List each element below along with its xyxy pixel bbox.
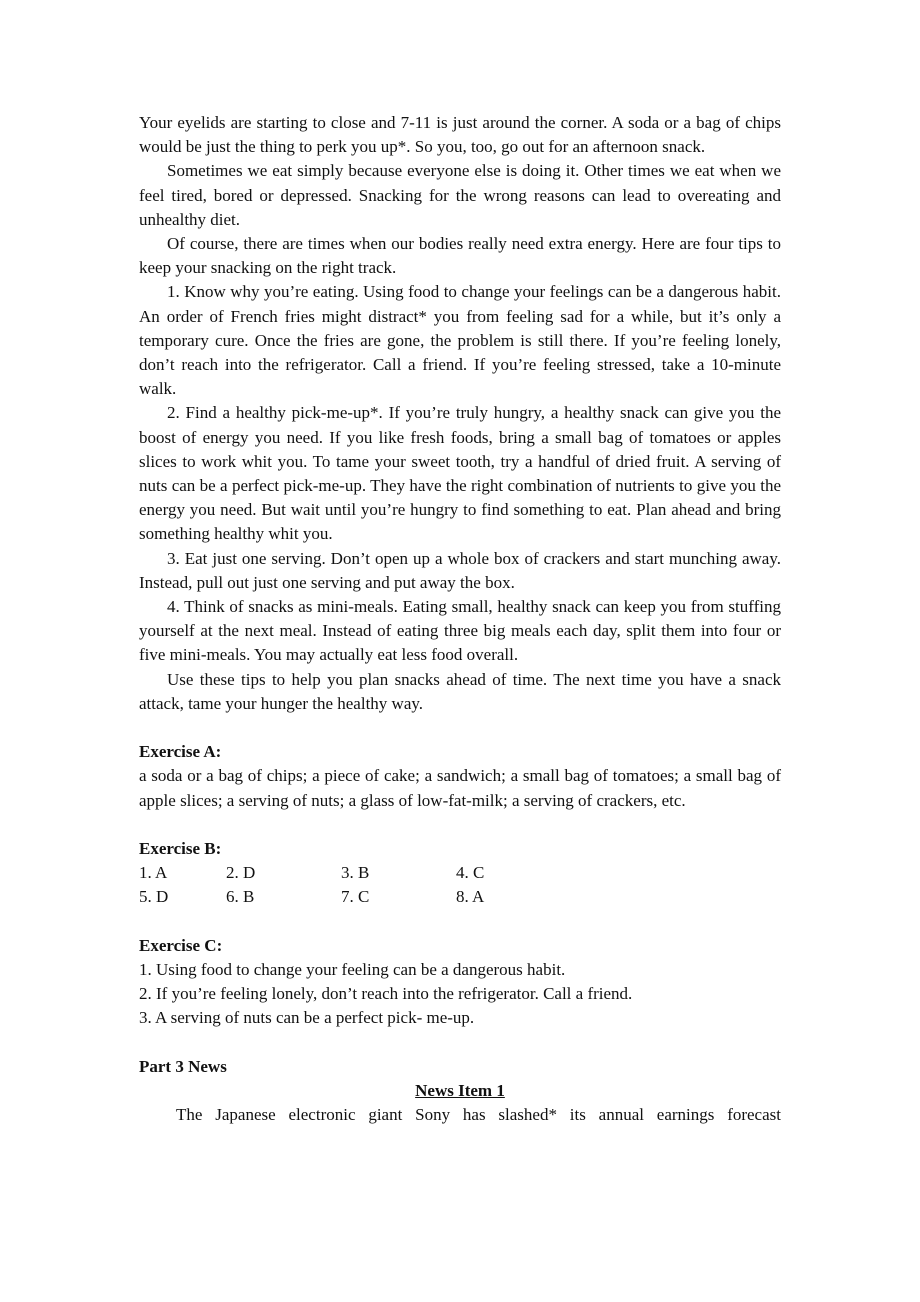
- answer-item: 4. C: [456, 863, 485, 883]
- spacer: [139, 910, 781, 934]
- part-3-heading: Part 3 News: [139, 1056, 227, 1076]
- exercise-a-heading: Exercise A:: [139, 742, 222, 762]
- exercise-b-answers: [139, 861, 781, 909]
- tip-paragraph: 3. Eat just one serving. Don’t open up a whole box of crackers and start munching away. Instead, pull out just one serving and put away the box.: [139, 548, 781, 592]
- answer-item: 1. A: [139, 863, 168, 883]
- intro-paragraph: Your eyelids are starting to close and 7-11 is just around the corner. A soda or a bag of chips would be just the thing to perk you up*. So you, too, go out for an afternoon snack.: [139, 113, 781, 157]
- answer-item: 8. A: [456, 887, 485, 907]
- news-paragraph: The Japanese electronic giant Sony has slashed* its annual earnings forecast: [176, 1105, 781, 1125]
- tip-paragraph: 1. Know why you’re eating. Using food to change your feelings can be a dangerous habit. An order of French fries might distract* you from feeling sad for a while, but it’s only a temporary cure. Once the fries are gone, the problem is still there. If you’re feeling lonely, don’t reach into the refrigerator. Call a friend. If you’re feeling stressed, take a 10-minute walk.: [139, 282, 781, 399]
- news-item-title: News Item 1: [415, 1081, 505, 1101]
- spacer: [139, 716, 781, 740]
- answer-item: 7. C: [341, 887, 370, 907]
- tip-paragraph: 2. Find a healthy pick-me-up*. If you’re truly hungry, a healthy snack can give you the boost of energy you need. If you like fresh foods, bring a small bag of tomatoes or apples slices to work whit you. To tame your sweet tooth, try a handful of dried fruit. A serving of nuts can be a perfect pick-me-up. They have the right combination of nutrients to give you the energy you need. But wait until you’re hungry to find something to eat. Plan ahead and bring something healthy whit you.: [139, 403, 781, 544]
- body-paragraph: Of course, there are times when our bodies really need extra energy. Here are four tips to keep your snacking on the right track.: [139, 234, 781, 278]
- closing-paragraph: Use these tips to help you plan snacks ahead of time. The next time you have a snack attack, tame your hunger the healthy way.: [139, 669, 781, 713]
- tip-paragraph: 4. Think of snacks as mini-meals. Eating small, healthy snack can keep you from stuffing yourself at the next meal. Instead of eating three big meals each day, split them into four or five mini-meals. You may actually eat less food overall.: [139, 597, 781, 665]
- spacer: [139, 813, 781, 837]
- spacer: [139, 1031, 781, 1055]
- exercise-c-item: 1. Using food to change your feeling can be a dangerous habit.: [139, 960, 566, 980]
- exercise-c-heading: Exercise C:: [139, 935, 223, 955]
- exercise-c-item: 3. A serving of nuts can be a perfect pick- me-up.: [139, 1008, 475, 1028]
- exercise-b-heading: Exercise B:: [139, 839, 222, 859]
- answer-item: 6. B: [226, 887, 255, 907]
- body-paragraph: Sometimes we eat simply because everyone else is doing it. Other times we eat when we feel tired, bored or depressed. Snacking for the wrong reasons can lead to overeating and unhealthy diet.: [139, 161, 781, 229]
- answer-item: 2. D: [226, 863, 256, 883]
- exercise-c-item: 2. If you’re feeling lonely, don’t reach into the refrigerator. Call a friend.: [139, 984, 633, 1004]
- exercise-a-text: a soda or a bag of chips; a piece of cake; a sandwich; a small bag of tomatoes; a small bag of apple slices; a serving of nuts; a glass of low-fat-milk; a serving of crackers, etc.: [139, 766, 781, 810]
- answer-item: 5. D: [139, 887, 169, 907]
- answer-item: 3. B: [341, 863, 370, 883]
- document-page: [139, 111, 781, 1127]
